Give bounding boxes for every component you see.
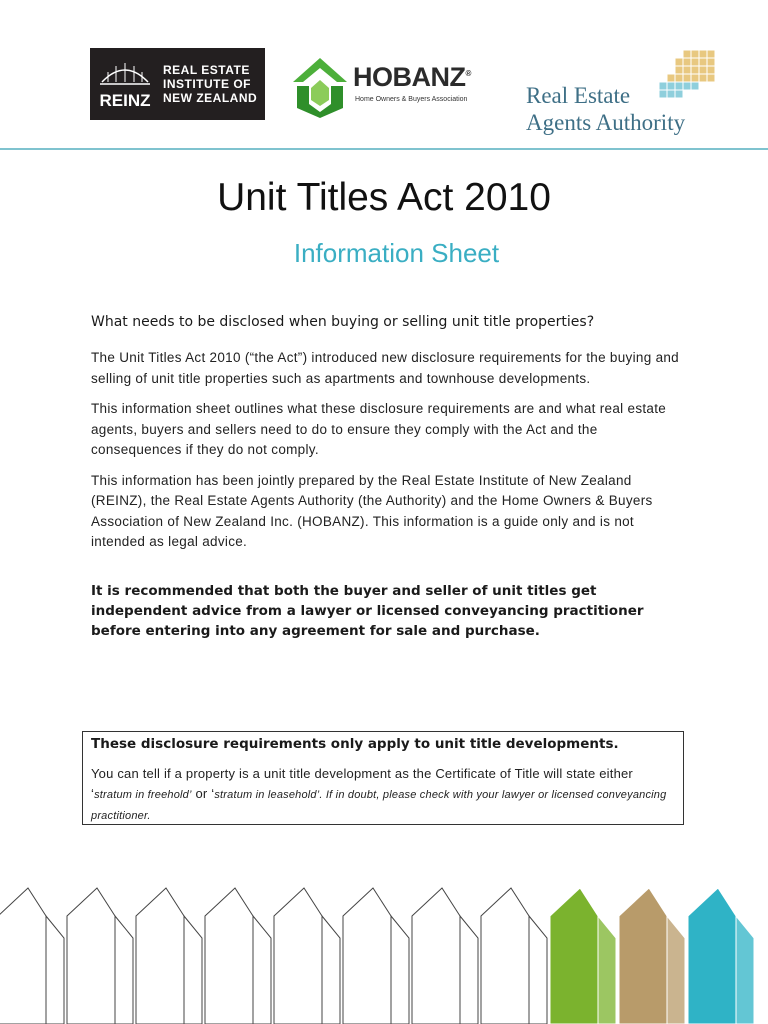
house-front <box>205 888 253 1024</box>
notice-term-freehold: stratum in freehold’ <box>94 789 192 801</box>
notice-term-leasehold: stratum in leasehold’. If in doubt, please check with your lawyer or licensed conveyancing practitioner. <box>91 789 667 822</box>
notice-text-mid: or ‘ <box>191 786 215 801</box>
house-side <box>736 916 754 1024</box>
house-outlines <box>0 888 754 1024</box>
reinz-wordmark <box>163 63 257 105</box>
house-front <box>550 888 598 1024</box>
recommendation-text: It is recommended that both the buyer and seller of unit titles get independent advice from a lawyer or licensed conveyancing practitioner before entering into any agreement for sale and purchase. <box>91 582 644 639</box>
document-body <box>91 312 686 641</box>
reaa-logo <box>520 58 730 144</box>
house-front <box>343 888 391 1024</box>
reaa-wordmark-line-1: Real Estate <box>526 83 631 108</box>
house-side <box>253 916 271 1024</box>
notice-heading: These disclosure requirements only apply to unit title developments. <box>91 736 619 752</box>
house-side <box>391 916 409 1024</box>
hobanz-tagline: Home Owners & Buyers Association <box>355 96 468 103</box>
reinz-logo <box>90 48 265 120</box>
house-side <box>322 916 340 1024</box>
paragraph-prepared-by: This information has been jointly prepared by the Real Estate Institute of New Zealand (REINZ), the Real Estate Agents Authority (the Authority) and the Home Owners & Buyers Association of New Zealand Inc. (HOBANZ). This information is a guide only and is not intended as legal advice. <box>91 472 653 549</box>
document-subtitle: Information Sheet <box>293 238 500 268</box>
notice-text-start: You can tell if a property is a unit title development as the Certificate of Title will state either ‘ <box>91 766 633 801</box>
disclosure-notice-box <box>82 731 684 825</box>
house-front <box>412 888 460 1024</box>
house-side <box>46 916 64 1024</box>
house-side <box>529 916 547 1024</box>
house-front <box>136 888 184 1024</box>
house-front <box>688 888 736 1024</box>
reinz-emblem-icon <box>96 54 154 114</box>
house-side <box>184 916 202 1024</box>
house-front <box>67 888 115 1024</box>
house-front <box>481 888 529 1024</box>
hobanz-house-icon <box>287 52 353 118</box>
paragraph-intro: The Unit Titles Act 2010 (“the Act”) introduced new disclosure requirements for the buying and selling of unit title properties such as apartments and townhouse developments. <box>91 350 679 386</box>
hobanz-name: HOBANZ <box>353 62 466 92</box>
house-side <box>115 916 133 1024</box>
house-front <box>619 888 667 1024</box>
house-side <box>460 916 478 1024</box>
document-title: Unit Titles Act 2010 <box>217 176 551 219</box>
header-divider <box>0 148 768 150</box>
logo-header <box>0 0 768 150</box>
reaa-grid-icon <box>657 50 715 102</box>
reinz-line-2: INSTITUTE OF <box>163 77 251 91</box>
reinz-line-1: REAL ESTATE <box>163 63 250 77</box>
house-front <box>0 888 46 1024</box>
reinz-abbr: REINZ <box>99 91 151 110</box>
house-row-illustration <box>0 876 768 1024</box>
section-question: What needs to be disclosed when buying or selling unit title properties? <box>91 314 595 330</box>
reinz-line-3: NEW ZEALAND <box>163 91 258 105</box>
house-side <box>667 916 685 1024</box>
house-side <box>598 916 616 1024</box>
hobanz-registered-mark: ® <box>465 69 471 78</box>
hobanz-logo <box>287 50 487 120</box>
reaa-wordmark-line-2: Agents Authority <box>526 110 686 135</box>
notice-text <box>91 764 675 826</box>
paragraph-outline: This information sheet outlines what these disclosure requirements are and what real estate agents, buyers and sellers need to do to ensure they comply with the Act and the consequences if they do not comply. <box>91 401 667 457</box>
house-front <box>274 888 322 1024</box>
hobanz-wordmark <box>353 62 471 93</box>
